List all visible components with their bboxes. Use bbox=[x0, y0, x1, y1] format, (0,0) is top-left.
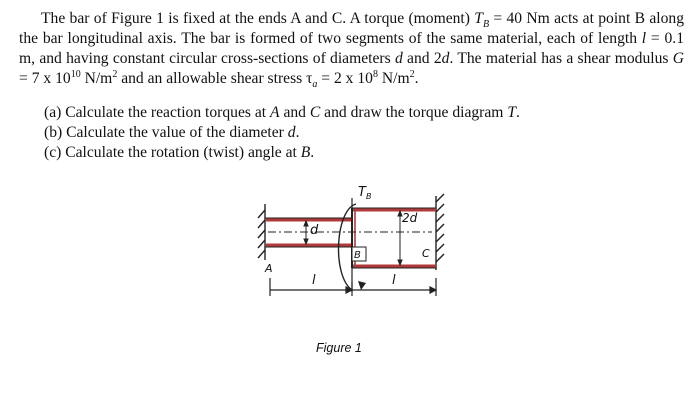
label-tb-symbol: T bbox=[358, 185, 366, 200]
question-b-diameter-symbol: d bbox=[287, 124, 296, 141]
diameter-symbol-2: d bbox=[441, 50, 450, 67]
problem-text-9: = 2 x 10 bbox=[317, 70, 373, 87]
shear-modulus-symbol: G bbox=[672, 50, 684, 67]
label-d: d bbox=[310, 223, 319, 238]
problem-text-1: The bar of Figure 1 is fixed at the ends A and C. A torque (moment) bbox=[41, 10, 475, 27]
question-a-point-a: A bbox=[270, 104, 280, 121]
question-list bbox=[44, 103, 664, 163]
label-tb bbox=[358, 185, 371, 201]
label-2d: 2d bbox=[402, 211, 418, 225]
problem-text-11: . bbox=[414, 70, 419, 87]
problem-text-8: and an allowable shear stress τ bbox=[117, 70, 313, 87]
tau-subscript: a bbox=[312, 79, 318, 91]
question-a bbox=[44, 103, 664, 123]
length-dimension bbox=[270, 278, 436, 296]
problem-text-10: N/m bbox=[377, 70, 410, 87]
unit-exponent-2: 2 bbox=[409, 68, 415, 80]
length-symbol: l bbox=[641, 30, 647, 47]
figure-caption: Figure 1 bbox=[316, 341, 362, 355]
label-length-left: l bbox=[312, 273, 316, 288]
problem-text-7: N/m bbox=[80, 70, 113, 87]
problem-text-5: . The material has a shear modulus bbox=[449, 50, 673, 67]
right-wall-support bbox=[436, 194, 444, 270]
question-b-period: . bbox=[295, 124, 300, 141]
figure-1-diagram bbox=[240, 180, 470, 310]
problem-statement bbox=[19, 9, 684, 89]
question-a-period: . bbox=[516, 104, 520, 121]
question-a-diagram-text: and draw the torque diagram bbox=[320, 104, 508, 121]
question-c bbox=[44, 143, 664, 163]
unit-exponent-1: 2 bbox=[112, 68, 118, 80]
problem-text-3: = 0.1 m, and having constant circular cross-sections of diameters bbox=[19, 30, 684, 67]
label-tb-subscript: B bbox=[365, 192, 372, 201]
diameter-symbol: d bbox=[394, 50, 403, 67]
torque-subscript: B bbox=[482, 19, 490, 31]
question-b bbox=[44, 123, 664, 143]
question-a-and: and bbox=[279, 104, 310, 121]
stress-exponent: 8 bbox=[372, 68, 378, 80]
problem-text-4: and 2 bbox=[402, 50, 442, 67]
label-length-right: l bbox=[392, 273, 396, 288]
question-b-text: (b) Calculate the value of the diameter bbox=[44, 124, 288, 141]
question-a-point-c: C bbox=[309, 104, 321, 121]
label-b: B bbox=[354, 250, 361, 261]
question-a-text: (a) Calculate the reaction torques at bbox=[44, 104, 271, 121]
problem-text-2: = 40 Nm acts at point B along the bar longitudinal axis. The bar is formed of two segments of the same material, each of length bbox=[19, 10, 684, 47]
question-c-text: (c) Calculate the rotation (twist) angle at bbox=[44, 144, 301, 161]
question-a-torque-symbol: T bbox=[507, 104, 517, 121]
label-c: C bbox=[422, 247, 430, 260]
label-a: A bbox=[265, 262, 273, 275]
torque-symbol: T bbox=[474, 10, 483, 27]
question-c-period: . bbox=[310, 144, 315, 161]
left-wall-support bbox=[258, 204, 265, 260]
modulus-exponent: 10 bbox=[70, 68, 81, 80]
question-c-point-b: B bbox=[300, 144, 311, 161]
problem-text-6: = 7 x 10 bbox=[19, 70, 71, 87]
